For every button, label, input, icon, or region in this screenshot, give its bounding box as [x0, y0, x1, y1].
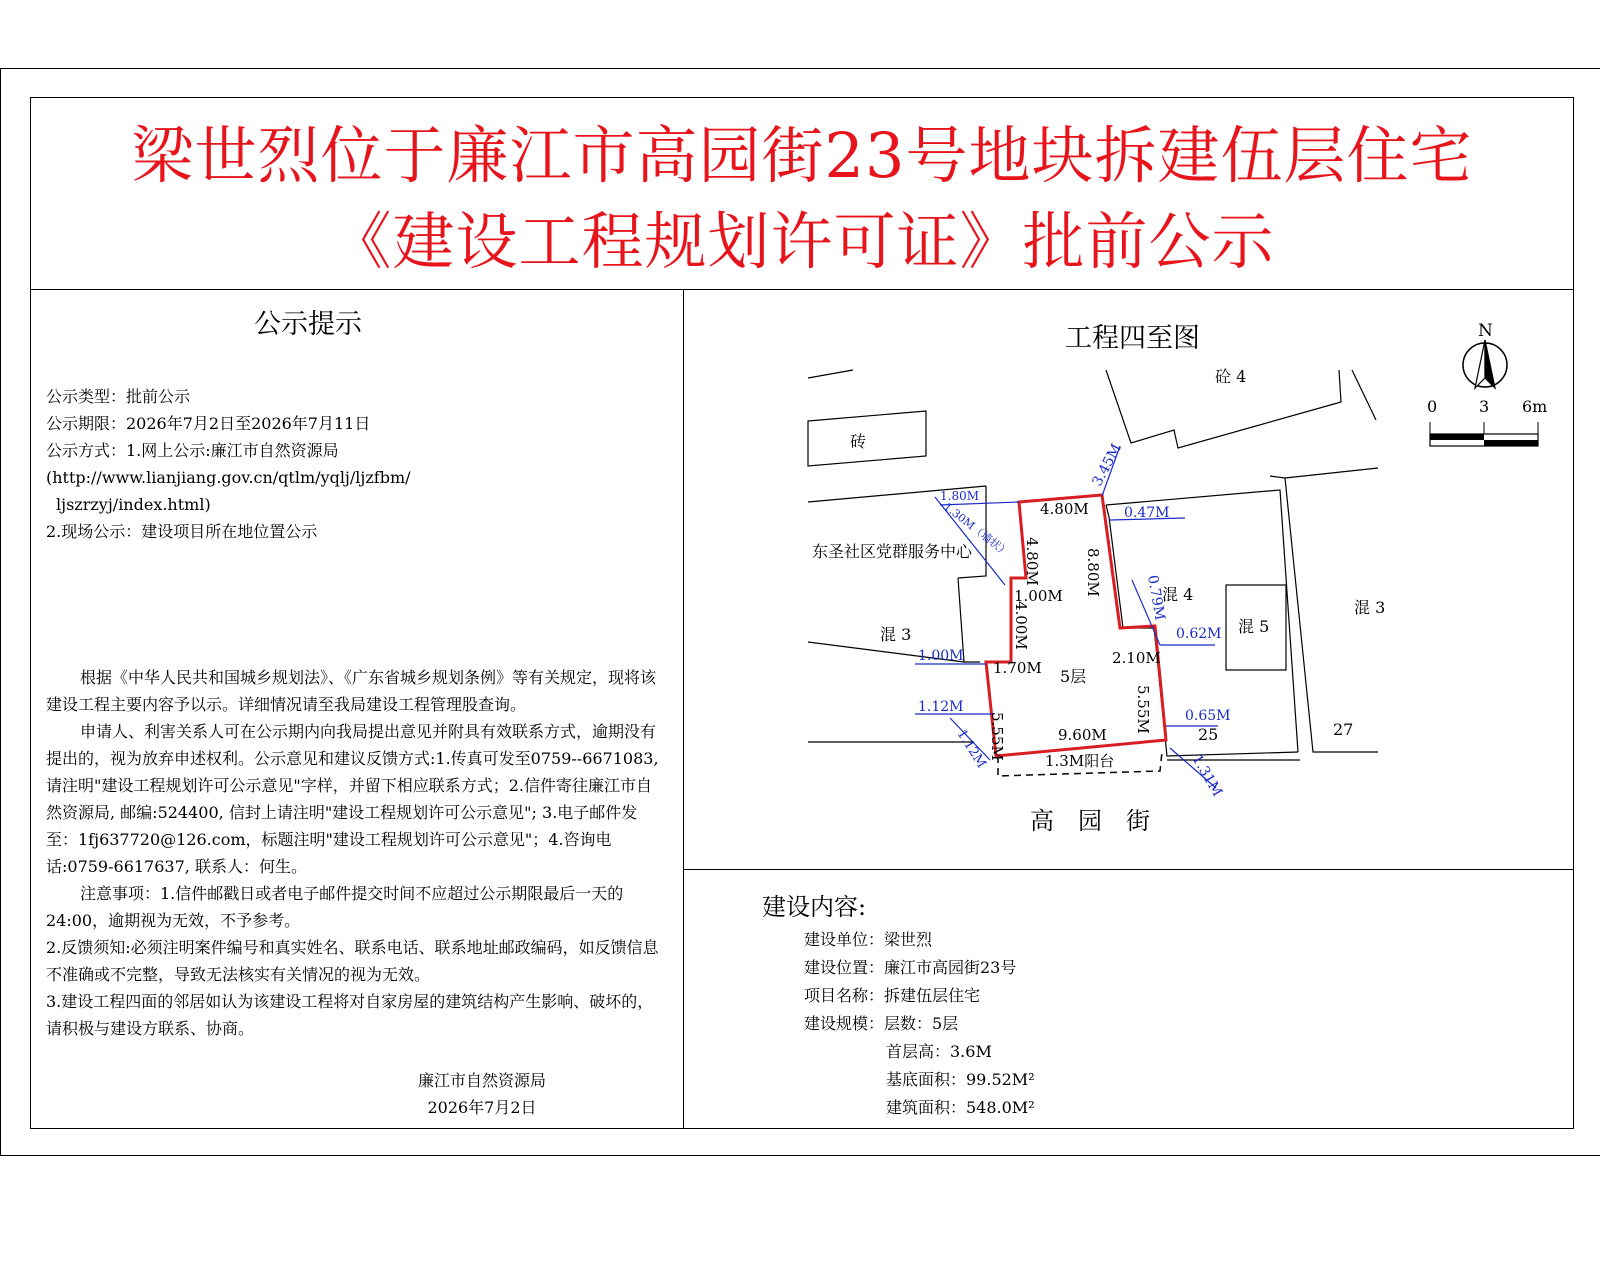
notice-paragraph-3-text: 注意事项：1.信件邮戳日或者电子邮件提交时间不应超过公示期限最后一天的24:00，逾期视为无效，不予参考。 [46, 884, 624, 930]
label-floors: 5层 [1060, 667, 1087, 686]
north-label: N [1478, 321, 1493, 341]
dim-right-step: 2.10M [1112, 649, 1161, 667]
dim-offset-w2: 1.12M [918, 699, 964, 715]
label-mixed-3-left: 混 3 [880, 625, 912, 644]
label-balcony: 1.3M阳台 [1045, 752, 1115, 770]
title-line-1: 梁世烈位于廉江市高园街23号地块拆建伍层住宅 [131, 119, 1473, 192]
notice-paragraph-4: 2.反馈须知:必须注明案件编号和真实姓名、联系电话、联系地址邮政编码，如反馈信息不准确或不完整，导致无法核实有关情况的视为无效。 [46, 938, 659, 984]
signer: 廉江市自然资源局 [417, 1071, 546, 1090]
dim-left-upper: 4.80M [1023, 537, 1041, 586]
scale-label-3: 3 [1479, 397, 1490, 416]
label-street: 高 园 街 [1030, 807, 1150, 835]
dim-offset-se: 1.31M [1188, 752, 1226, 800]
label-brick: 砖 [850, 432, 867, 451]
dim-offset-e2: 0.62M [1176, 626, 1222, 642]
construction-project: 项目名称：拆建伍层住宅 [804, 986, 981, 1005]
construction-base-area: 基底面积：99.52M² [886, 1070, 1035, 1089]
dim-right-upper: 8.80M [1084, 548, 1102, 597]
dim-offset-e1: 0.79M [1144, 573, 1168, 622]
scale-label-6m: 6m [1522, 397, 1548, 416]
label-mixed-3-right: 混 3 [1354, 598, 1386, 617]
notice-onsite: 2.现场公示：建设项目所在地位置公示 [46, 522, 318, 541]
dim-notch: 1.70M [993, 659, 1042, 677]
notice-url-line1: (http://www.lianjiang.gov.cn/qtlm/yqlj/ljzfbm/ [46, 468, 411, 487]
notice-paragraph-2-text: 申请人、利害关系人可在公示期内向我局提出意见并附具有效联系方式，逾期没有提出的，视为放弃申述权利。公示意见和建议反馈方式:1.传真可发至0759--6671083, 请注明"建设工程规划许可公示意见"字样，并留下相应联系方式；2.信件寄往廉江市自然资源局, 邮编:524400, 信封上请注明"建设工程规划许可公示意见"; 3.电子邮件发至：1fj637720@126.com，标题注明"建设工程规划许可公示意见"；4.咨询电话:0759-6617637, 联系人：何生。 [46, 722, 659, 876]
dim-offset-top: 3.45M [1089, 441, 1125, 489]
notice-type: 公示类型：批前公示 [46, 387, 191, 406]
notice-url-line2: ljszrzyj/index.html) [56, 495, 211, 514]
construction-heading: 建设内容: [762, 893, 867, 921]
notice-method: 公示方式：1.网上公示:廉江市自然资源局 [46, 441, 339, 460]
dim-offset-e3: 0.65M [1185, 708, 1231, 724]
construction-first-floor: 首层高：3.6M [886, 1042, 992, 1061]
scale-bar [1430, 422, 1538, 446]
dim-right-lower: 5.55M [1134, 685, 1152, 734]
label-community-center: 东圣社区党群服务中心 [812, 542, 973, 561]
construction-total-area: 建筑面积：548.0M² [886, 1098, 1035, 1117]
north-arrow-icon [1463, 340, 1507, 388]
label-lot-27: 27 [1333, 720, 1354, 739]
map-heading: 工程四至图 [1065, 323, 1200, 354]
notice-paragraph-5: 3.建设工程四面的邻居如认为该建设工程将对自家房屋的建筑结构产生影响、破坏的，请积极与建设方联系、协商。 [46, 992, 654, 1038]
dim-offset-w1: 1.00M [918, 648, 964, 664]
construction-location: 建设位置：廉江市高园街23号 [804, 958, 1017, 977]
label-lot-25: 25 [1198, 725, 1219, 744]
label-mixed-5: 混 5 [1238, 617, 1270, 636]
notice-heading: 公示提示 [254, 309, 362, 340]
dim-step: 1.00M [1014, 587, 1063, 605]
construction-unit: 建设单位：梁世烈 [804, 930, 933, 949]
label-concrete-4: 砼 4 [1215, 367, 1247, 386]
dim-offset-nw1: 1.80M [940, 489, 980, 503]
label-mixed-4: 混 4 [1162, 585, 1194, 604]
dim-left-mid: 4.00M [1012, 601, 1030, 650]
title-line-2: 《建设工程规划许可证》批前公示 [329, 205, 1275, 278]
dim-offset-sw: 1.12M [953, 727, 989, 771]
notice-period: 公示期限：2026年7月2日至2026年7月11日 [46, 414, 371, 433]
dim-offset-ne: 0.47M [1124, 505, 1170, 521]
construction-scale: 建设规模：层数：5层 [804, 1014, 959, 1033]
dim-top-edge: 4.80M [1040, 500, 1089, 518]
dim-bottom-edge: 9.60M [1058, 726, 1107, 744]
signature-date: 2026年7月2日 [427, 1098, 537, 1117]
notice-paragraph-1-text: 根据《中华人民共和国城乡规划法》、《广东省城乡规划条例》等有关规定，现将该建设工程主要内容予以示。详细情况请至我局建设工程管理股查询。 [46, 668, 657, 714]
dim-offset-nw2: 1.30M（墙状） [941, 500, 1013, 560]
scale-label-0: 0 [1427, 397, 1438, 416]
dim-left-lower: 5.55M [988, 712, 1006, 761]
